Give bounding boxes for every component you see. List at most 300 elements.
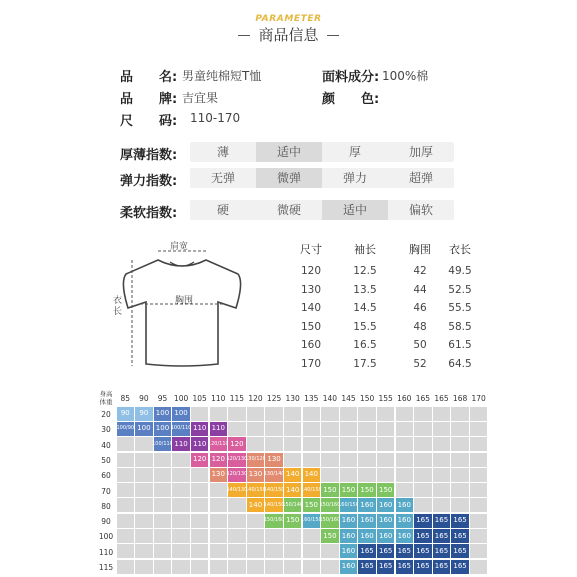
grid-cell: [321, 422, 338, 436]
grid-cell: 160/150: [303, 514, 320, 528]
grid-cell: [340, 407, 357, 421]
title-text: 商品信息: [258, 26, 319, 44]
grid-cell: [303, 422, 320, 436]
grid-cell: 165: [396, 544, 413, 558]
size-table-cell: 50: [413, 339, 427, 351]
grid-cell: 165: [451, 514, 468, 528]
grid-cell: [191, 498, 208, 512]
grid-cell: [117, 453, 134, 467]
grid-cell: 120/130: [228, 468, 245, 482]
brand-key: 品 牌:: [120, 92, 178, 107]
grid-cell: [414, 498, 431, 512]
index-option: 适中: [322, 200, 388, 220]
grid-cell: [117, 468, 134, 482]
grid-cell: [470, 468, 487, 482]
size-value: 110-170: [190, 111, 241, 125]
grid-height-header: 140: [322, 394, 338, 403]
grid-cell: [284, 560, 301, 574]
grid-cell: [117, 529, 134, 543]
grid-cell: [284, 529, 301, 543]
grid-cell: [451, 498, 468, 512]
size-table-header: 袖长: [354, 243, 376, 256]
grid-cell: [303, 437, 320, 451]
grid-cell: 100: [154, 407, 171, 421]
grid-cell: 165: [414, 514, 431, 528]
grid-cell: 130/140: [265, 468, 282, 482]
index-option: 硬: [216, 203, 229, 217]
grid-height-header: 115: [229, 394, 245, 403]
grid-cell: [117, 437, 134, 451]
size-table-cell: 52.5: [448, 283, 472, 296]
size-table-cell: 58.5: [448, 320, 472, 333]
grid-cell: [433, 468, 450, 482]
grid-cell: [340, 437, 357, 451]
grid-cell: 140/150: [265, 498, 282, 512]
grid-cell: [284, 437, 301, 451]
grid-cell: [135, 514, 152, 528]
grid-height-header: 165: [434, 394, 449, 403]
grid-cell: [228, 544, 245, 558]
grid-height-header: 170: [471, 394, 486, 403]
size-table-cell: 15.5: [353, 320, 377, 333]
index-bar: [190, 142, 454, 162]
grid-cell: [303, 529, 320, 543]
grid-cell: [247, 407, 264, 421]
size-table-cell: 150: [300, 320, 322, 333]
grid-cell: [191, 529, 208, 543]
grid-cell: 165: [358, 560, 375, 574]
grid-cell: 160: [358, 514, 375, 528]
grid-cell: [265, 407, 282, 421]
size-table-cell: 16.5: [353, 339, 377, 351]
size-table-cell: 46: [413, 302, 427, 314]
grid-cell: [135, 529, 152, 543]
grid-cell: [303, 407, 320, 421]
grid-cell: [117, 483, 134, 497]
grid-cell: 140: [284, 468, 301, 482]
grid-cell: 160: [396, 514, 413, 528]
grid-cell: 100: [135, 422, 152, 436]
title-dash-left: [238, 35, 250, 36]
grid-cell: [135, 453, 152, 467]
grid-weight-header: 50: [101, 455, 111, 465]
grid-weight-header: 110: [98, 547, 114, 557]
grid-cell: 110: [191, 437, 208, 451]
index-option: 薄: [216, 145, 229, 159]
grid-cell: [377, 407, 394, 421]
grid-weight-header: 70: [101, 486, 111, 496]
grid-cell: [470, 514, 487, 528]
size-table-cell: 14.5: [353, 302, 377, 314]
grid-cell: [265, 422, 282, 436]
grid-cell: 150: [321, 483, 338, 497]
grid-cell: 160: [396, 498, 413, 512]
grid-cell: [154, 498, 171, 512]
grid-cell: [284, 544, 301, 558]
grid-cell: [228, 498, 245, 512]
grid-cell: [414, 468, 431, 482]
grid-weight-header: 20: [101, 410, 111, 419]
grid-cell: 165: [377, 560, 394, 574]
grid-cell: [228, 407, 245, 421]
grid-cell: [321, 407, 338, 421]
grid-cell: [172, 544, 189, 558]
grid-cell: 120/130: [228, 453, 245, 467]
grid-cell: [117, 560, 134, 574]
grid-height-header: 155: [378, 394, 393, 403]
grid-cell: 140/150: [303, 483, 320, 497]
grid-cell: [247, 514, 264, 528]
grid-cell: 120: [228, 437, 245, 451]
grid-cell: [414, 422, 431, 436]
size-table-cell: 120: [300, 265, 322, 277]
grid-cell: [210, 407, 227, 421]
grid-cell: [377, 437, 394, 451]
grid-height-header: 90: [139, 394, 149, 403]
grid-cell: 140: [303, 468, 320, 482]
grid-cell: [247, 529, 264, 543]
index-option: 微硬: [276, 203, 301, 217]
size-key: 尺 码:: [120, 114, 178, 129]
grid-cell: [172, 468, 189, 482]
grid-cell: 165: [451, 544, 468, 558]
name-value: 男童纯棉短T恤: [182, 69, 262, 83]
grid-cell: 110: [191, 422, 208, 436]
chest-label: 胸围: [175, 296, 194, 306]
grid-cell: [154, 529, 171, 543]
grid-cell: 150: [284, 514, 301, 528]
grid-cell: [451, 407, 468, 421]
index-bar: [190, 200, 454, 220]
grid-cell: [470, 483, 487, 497]
grid-cell: [470, 498, 487, 512]
grid-cell: [135, 544, 152, 558]
grid-cell: [396, 407, 413, 421]
grid-cell: [135, 560, 152, 574]
grid-cell: 90: [117, 407, 134, 421]
grid-cell: [228, 514, 245, 528]
grid-cell: [377, 422, 394, 436]
grid-cell: [414, 437, 431, 451]
size-table-cell: 17.5: [353, 357, 377, 370]
grid-cell: [433, 437, 450, 451]
grid-cell: 150/160: [321, 514, 338, 528]
size-table-cell: 140: [300, 302, 322, 314]
size-table-cell: 52: [413, 357, 427, 370]
size-table-cell: 130: [300, 283, 322, 296]
size-table-header: 衣长: [449, 243, 471, 256]
grid-cell: 165: [433, 560, 450, 574]
size-table-cell: 170: [300, 357, 322, 370]
grid-cell: [470, 453, 487, 467]
grid-cell: [210, 544, 227, 558]
grid-cell: [470, 544, 487, 558]
grid-cell: 165: [358, 544, 375, 558]
grid-cell: [340, 453, 357, 467]
size-table-header: 胸围: [409, 243, 431, 256]
grid-cell: 90: [135, 407, 152, 421]
grid-cell: [172, 560, 189, 574]
grid-cell: [247, 437, 264, 451]
brand-value: 吉宜果: [182, 91, 219, 105]
index-option: 偏软: [408, 203, 433, 217]
grid-height-header: 145: [341, 394, 356, 403]
grid-cell: [377, 468, 394, 482]
grid-cell: 165: [414, 560, 431, 574]
grid-weight-header: 40: [101, 440, 111, 450]
grid-height-header: 95: [157, 394, 168, 403]
grid-cell: 165: [433, 529, 450, 543]
grid-cell: 165: [451, 529, 468, 543]
grid-cell: 100/90: [117, 422, 134, 436]
grid-weight-header: 80: [101, 501, 111, 511]
grid-cell: [154, 483, 171, 497]
grid-cell: 100/110: [172, 422, 189, 436]
index-option: 微弹: [256, 168, 322, 188]
grid-weight-header: 100: [98, 532, 114, 542]
grid-cell: [358, 422, 375, 436]
index-option: 弹力: [342, 171, 367, 185]
title-dash-right: [327, 35, 339, 36]
grid-cell: 160: [340, 544, 357, 558]
grid-cell: [451, 422, 468, 436]
grid-corner-weight: 体重: [99, 398, 113, 406]
grid-cell: [191, 514, 208, 528]
grid-cell: [396, 483, 413, 497]
grid-cell: [228, 529, 245, 543]
grid-cell: [135, 483, 152, 497]
grid-cell: [321, 468, 338, 482]
grid-cell: 100: [154, 422, 171, 436]
grid-cell: 130: [265, 453, 282, 467]
grid-cell: [210, 514, 227, 528]
grid-cell: [358, 468, 375, 482]
grid-cell: 165: [414, 544, 431, 558]
grid-cell: [135, 437, 152, 451]
grid-cell: [172, 529, 189, 543]
grid-cell: [154, 560, 171, 574]
grid-cell: 110: [210, 422, 227, 436]
grid-cell: [396, 422, 413, 436]
index-label: 弹力指数:: [120, 174, 178, 189]
grid-height-header: 135: [304, 394, 319, 403]
grid-cell: 165: [451, 560, 468, 574]
grid-cell: 100/110: [154, 437, 171, 451]
grid-cell: [340, 468, 357, 482]
grid-cell: [247, 544, 264, 558]
grid-cell: 165: [414, 529, 431, 543]
grid-cell: [358, 437, 375, 451]
grid-height-header: 110: [211, 394, 226, 403]
grid-cell: 140: [284, 483, 301, 497]
grid-cell: [414, 407, 431, 421]
grid-cell: 140/150: [247, 483, 264, 497]
grid-cell: 165: [433, 544, 450, 558]
grid-cell: 160: [358, 498, 375, 512]
grid-height-header: 100: [173, 394, 189, 403]
tshirt-outline: [123, 260, 240, 366]
grid-cell: [265, 544, 282, 558]
header-english: PARAMETER: [255, 14, 322, 24]
grid-cell: [172, 498, 189, 512]
grid-cell: [451, 468, 468, 482]
grid-cell: [340, 422, 357, 436]
grid-height-header: 85: [120, 394, 131, 403]
grid-cell: 150/160: [265, 514, 282, 528]
grid-cell: [172, 514, 189, 528]
grid-weight-header: 30: [101, 425, 111, 435]
grid-cell: [470, 437, 487, 451]
index-label: 柔软指数:: [120, 206, 178, 221]
grid-cell: [321, 560, 338, 574]
grid-cell: [433, 483, 450, 497]
grid-cell: 160: [377, 529, 394, 543]
grid-cell: [172, 483, 189, 497]
grid-cell: 130: [210, 468, 227, 482]
size-table-cell: 48: [413, 320, 427, 333]
grid-cell: [154, 544, 171, 558]
grid-cell: [451, 437, 468, 451]
grid-cell: [265, 560, 282, 574]
grid-cell: [433, 422, 450, 436]
tshirt-diagram: [110, 238, 255, 378]
size-table-cell: 49.5: [448, 265, 472, 277]
grid-height-header: 120: [248, 394, 263, 403]
grid-cell: [247, 560, 264, 574]
grid-cell: [284, 453, 301, 467]
grid-cell: [228, 560, 245, 574]
grid-cell: [321, 453, 338, 467]
index-option: 厚: [348, 145, 361, 159]
grid-cell: [433, 498, 450, 512]
grid-cell: 165: [377, 544, 394, 558]
grid-height-header: 165: [415, 394, 431, 403]
grid-cell: 150: [340, 483, 357, 497]
grid-cell: [210, 498, 227, 512]
grid-cell: [451, 453, 468, 467]
size-table-cell: 12.5: [353, 265, 377, 277]
grid-cell: [154, 468, 171, 482]
size-table-cell: 61.5: [448, 339, 472, 351]
grid-cell: 160: [340, 560, 357, 574]
grid-height-header: 125: [266, 394, 282, 403]
grid-weight-header: 60: [101, 471, 111, 481]
grid-cell: [470, 560, 487, 574]
grid-cell: [396, 453, 413, 467]
grid-height-header: 160: [397, 394, 412, 403]
index-option: 超弹: [408, 171, 433, 185]
size-table-cell: 160: [300, 339, 322, 351]
grid-cell: 100: [172, 407, 189, 421]
grid-cell: 140: [247, 498, 264, 512]
grid-cell: 150: [358, 483, 375, 497]
grid-cell: [191, 544, 208, 558]
grid-cell: [303, 544, 320, 558]
grid-cell: [433, 453, 450, 467]
grid-cell: [191, 560, 208, 574]
size-table-cell: 13.5: [353, 283, 377, 296]
color-key: 颜 色:: [322, 92, 380, 107]
grid-cell: [191, 483, 208, 497]
grid-cell: [433, 407, 450, 421]
grid-cell: 150/160: [321, 498, 338, 512]
size-table-header: 尺寸: [300, 243, 322, 256]
size-table-cell: 64.5: [448, 357, 472, 370]
grid-cell: [228, 422, 245, 436]
grid-cell: [321, 437, 338, 451]
grid-cell: [377, 453, 394, 467]
index-option: 加厚: [408, 145, 433, 159]
grid-cell: [303, 453, 320, 467]
name-key: 品 名:: [120, 70, 178, 85]
grid-cell: [265, 437, 282, 451]
index-option: 无弹: [210, 171, 235, 185]
grid-cell: [396, 437, 413, 451]
grid-cell: [210, 529, 227, 543]
grid-weight-header: 90: [101, 517, 111, 527]
grid-cell: [414, 483, 431, 497]
grid-cell: 165: [433, 514, 450, 528]
grid-cell: [284, 422, 301, 436]
grid-cell: [154, 453, 171, 467]
grid-corner-height: 身高: [99, 390, 113, 398]
grid-cell: [284, 407, 301, 421]
grid-cell: [172, 453, 189, 467]
grid-cell: 110: [172, 437, 189, 451]
grid-cell: [470, 529, 487, 543]
grid-cell: [247, 422, 264, 436]
grid-cell: 160: [396, 529, 413, 543]
grid-cell: [396, 468, 413, 482]
grid-cell: [358, 407, 375, 421]
grid-cell: [470, 407, 487, 421]
grid-height-header: 105: [192, 394, 207, 403]
size-table-cell: 55.5: [448, 302, 472, 314]
grid-cell: 160: [340, 514, 357, 528]
grid-cell: [117, 514, 134, 528]
index-option: 适中: [256, 142, 322, 162]
grid-cell: 120: [210, 453, 227, 467]
grid-cell: [191, 468, 208, 482]
grid-weight-header: 115: [98, 563, 114, 572]
grid-cell: [210, 483, 227, 497]
grid-cell: [414, 453, 431, 467]
grid-cell: 165: [396, 560, 413, 574]
grid-cell: 150: [377, 483, 394, 497]
grid-height-header: 150: [359, 394, 375, 403]
grid-cell: [135, 498, 152, 512]
grid-cell: 160: [358, 529, 375, 543]
grid-cell: 120: [191, 453, 208, 467]
grid-cell: 160: [377, 498, 394, 512]
grid-cell: 140/130: [228, 483, 245, 497]
shoulder-label: 肩宽: [170, 242, 189, 252]
fabric-value: 100%棉: [382, 69, 429, 83]
grid-height-header: 130: [285, 394, 300, 403]
grid-cell: 160/150: [340, 498, 357, 512]
grid-cell: [321, 544, 338, 558]
grid-cell: [210, 560, 227, 574]
grid-cell: 150/140: [284, 498, 301, 512]
grid-cell: [191, 407, 208, 421]
index-label: 厚薄指数:: [120, 148, 178, 163]
grid-cell: [265, 529, 282, 543]
size-table-cell: 44: [413, 283, 427, 296]
grid-cell: 120/110: [210, 437, 227, 451]
grid-cell: [451, 483, 468, 497]
fabric-key: 面料成分:: [322, 70, 380, 85]
index-bar: [190, 168, 454, 188]
